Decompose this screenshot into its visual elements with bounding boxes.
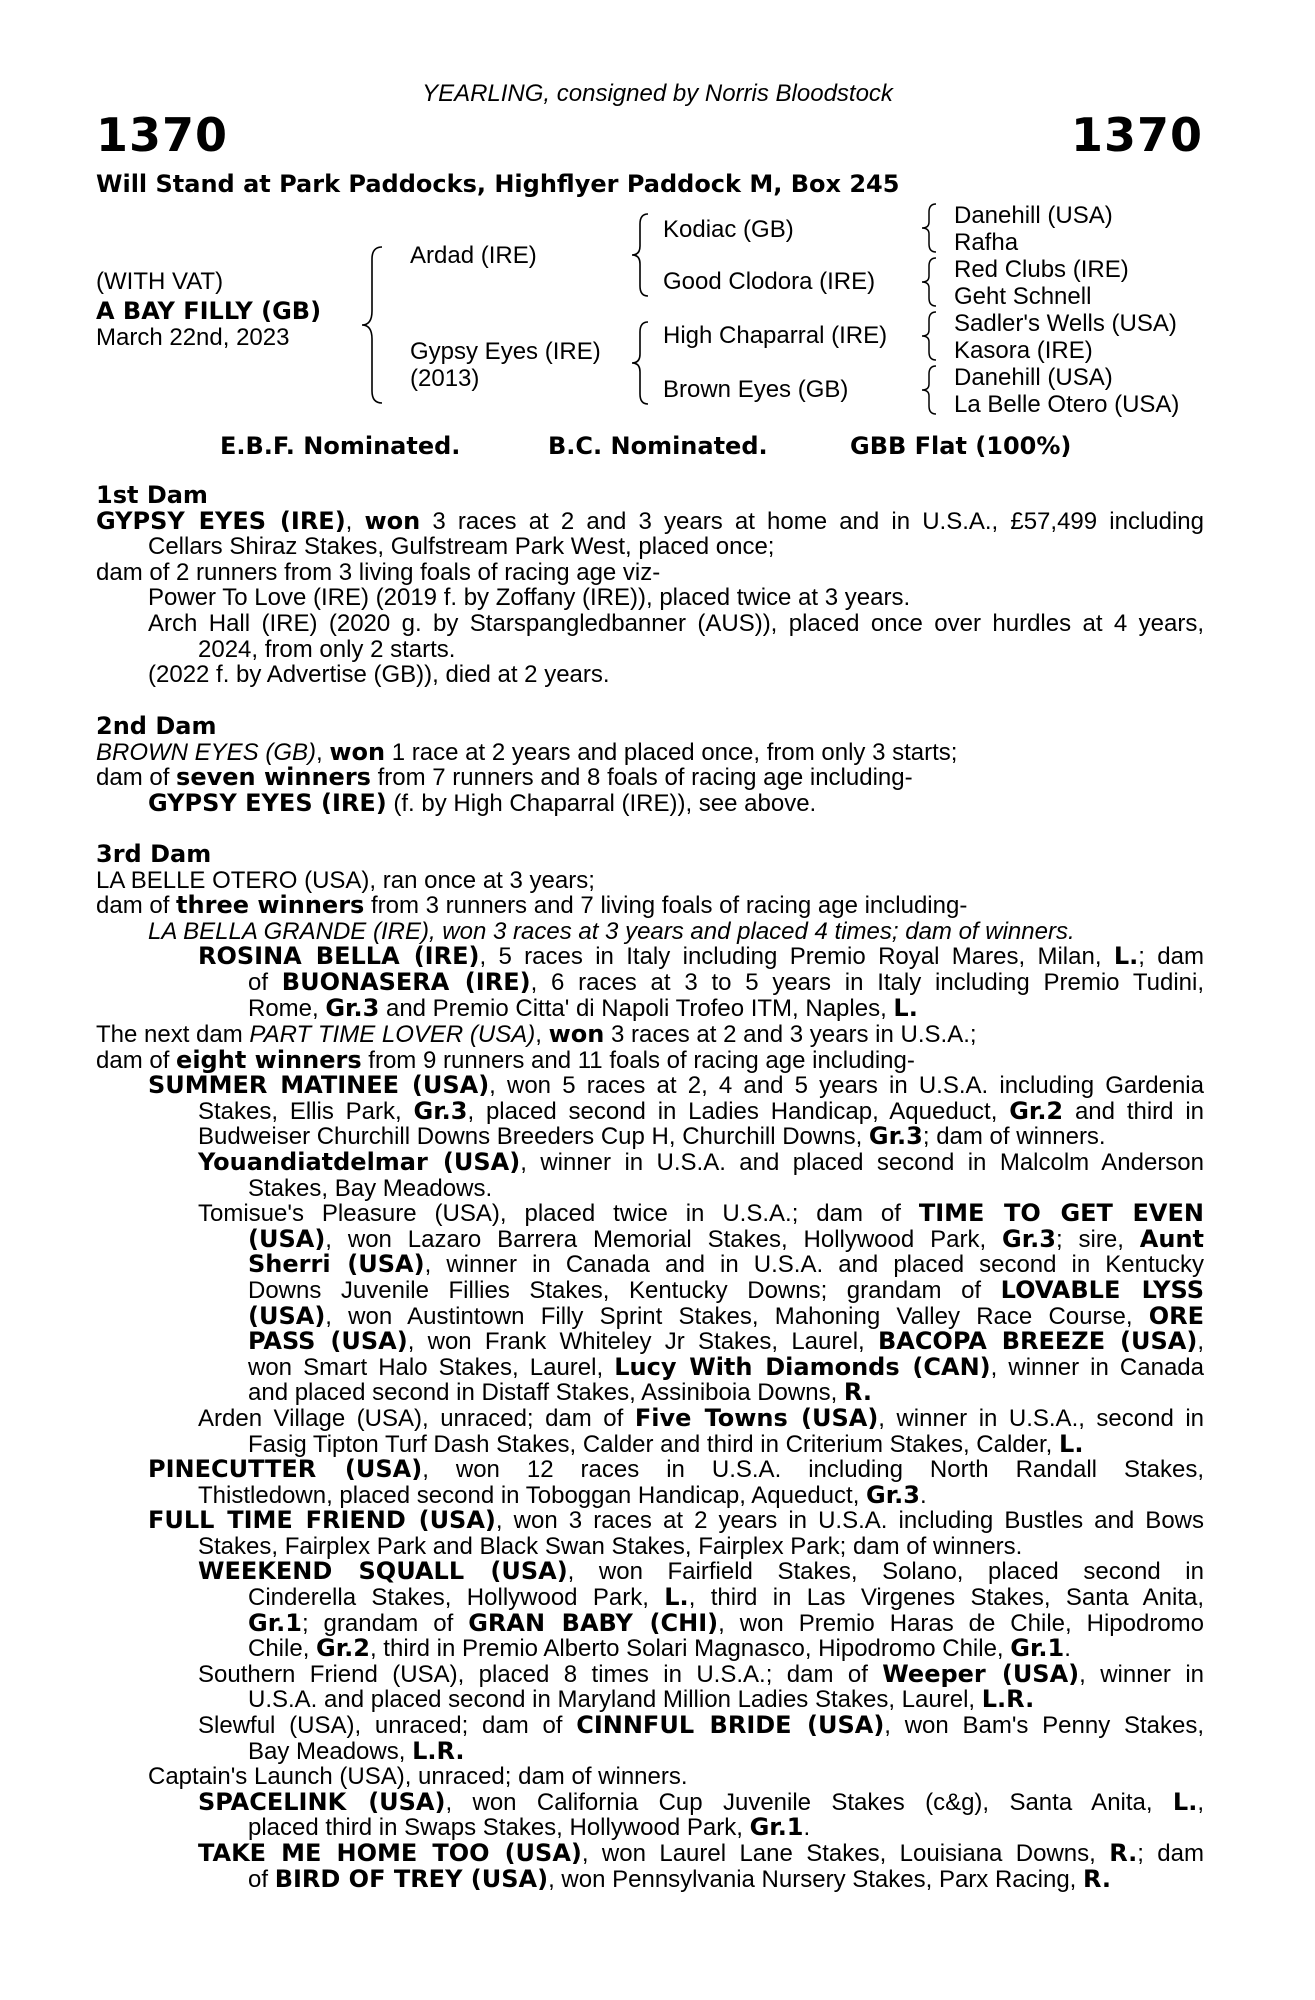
next-dam-line: (USA), won Austintown Filly Sprint Stakes, Mahoning Valley Race Course, ORE	[248, 1303, 1204, 1330]
ancestor-2: Rafha	[954, 229, 1019, 256]
third-dam-line: Rome, Gr.3 and Premio Citta' di Napoli Trofeo ITM, Naples, L.	[248, 995, 918, 1022]
next-dam-line: Stakes, Ellis Park, Gr.3, placed second in Ladies Handicap, Aqueduct, Gr.2 and third in	[198, 1098, 1204, 1125]
sire-dam: Good Clodora (IRE)	[663, 268, 876, 295]
bc-nomination: B.C. Nominated.	[548, 432, 768, 460]
next-dam-line: Chile, Gr.2, third in Premio Alberto Solari Magnasco, Hipodromo Chile, Gr.1.	[248, 1636, 1071, 1662]
pedigree-brace-1	[360, 245, 390, 405]
next-dam-line: Southern Friend (USA), placed 8 times in U.S.A.; dam of Weeper (USA), winner in	[198, 1661, 1204, 1688]
produce-record: Power To Love (IRE) (2019 f. by Zoffany (IRE)), placed twice at 3 years.	[148, 585, 911, 611]
next-dam-line: WEEKEND SQUALL (USA), won Fairfield Stakes, Solano, placed second in	[198, 1559, 1204, 1586]
pedigree-brace-2a	[630, 212, 652, 298]
next-dam-line: Stakes, Bay Meadows.	[248, 1175, 493, 1202]
first-dam-section	[96, 483, 1204, 688]
next-dam-line: and placed second in Distaff Stakes, Assiniboia Downs, R.	[248, 1380, 872, 1406]
next-dam-line: Gr.1; grandam of GRAN BABY (CHI), won Premio Haras de Chile, Hipodromo	[248, 1610, 1204, 1637]
next-dam-line: SUMMER MATINEE (USA), won 5 races at 2, 4 and 5 years in U.S.A. including Gardenia	[148, 1073, 1204, 1099]
next-dam-line: TAKE ME HOME TOO (USA), won Laurel Lane Stakes, Louisiana Downs, R.; dam	[198, 1841, 1204, 1867]
second-dam-line: dam of seven winners from 7 runners and 8 foals of racing age including-	[96, 765, 913, 791]
next-dam-line: Sherri (USA), winner in Canada and in U.S.A. and placed second in Kentucky	[248, 1252, 1204, 1278]
dam-year: (2013)	[410, 365, 480, 392]
lot-number-right: 1370	[1070, 108, 1203, 162]
next-dam-section	[96, 1022, 1204, 1892]
pedigree-brace-3c	[920, 310, 940, 362]
ebf-nomination: E.B.F. Nominated.	[220, 432, 461, 460]
third-dam-line: LA BELLA GRANDE (IRE), won 3 races at 3 years and placed 4 times; dam of winners.	[148, 918, 1075, 945]
first-dam-line: GYPSY EYES (IRE), won 3 races at 2 and 3 years at home and in U.S.A., £57,499 including	[96, 508, 1204, 535]
produce-record: (2022 f. by Advertise (GB)), died at 2 years.	[148, 662, 610, 688]
second-dam-heading: 2nd Dam	[96, 714, 217, 740]
next-dam-line: Stakes, Fairplex Park and Black Swan Stakes, Fairplex Park; dam of winners.	[198, 1533, 1023, 1560]
pedigree-brace-3b	[920, 256, 940, 308]
next-dam-line: Slewful (USA), unraced; dam of CINNFUL BRIDE (USA), won Bam's Penny Stakes,	[198, 1713, 1204, 1739]
vat-note: (WITH VAT)	[96, 268, 224, 295]
horse-name: A BAY FILLY (GB)	[96, 297, 322, 325]
next-dam-line: PINECUTTER (USA), won 12 races in U.S.A. including North Randall Stakes,	[148, 1457, 1204, 1483]
pedigree-brace-3d	[920, 364, 940, 416]
next-dam-line: won Smart Halo Stakes, Laurel, Lucy With Diamonds (CAN), winner in Canada	[248, 1354, 1204, 1381]
consignment-line: YEARLING, consigned by Norris Bloodstock	[422, 80, 893, 107]
next-dam-line: Tomisue's Pleasure (USA), placed twice in U.S.A.; dam of TIME TO GET EVEN	[198, 1201, 1204, 1227]
dam: Gypsy Eyes (IRE)	[410, 338, 601, 365]
ancestor-7: Danehill (USA)	[954, 364, 1113, 391]
stand-location: Will Stand at Park Paddocks, Highflyer Paddock M, Box 245	[96, 170, 900, 198]
next-dam-line: Captain's Launch (USA), unraced; dam of winners.	[148, 1764, 688, 1790]
next-dam-line: SPACELINK (USA), won California Cup Juvenile Stakes (c&g), Santa Anita, L.,	[198, 1789, 1204, 1816]
ancestor-4: Geht Schnell	[954, 283, 1092, 310]
next-dam-line: Arden Village (USA), unraced; dam of Five Towns (USA), winner in U.S.A., second in	[198, 1405, 1204, 1432]
sire-sire: Kodiac (GB)	[663, 216, 794, 243]
next-dam-line: Cinderella Stakes, Hollywood Park, L., third in Las Virgenes Stakes, Santa Anita,	[248, 1585, 1204, 1611]
third-dam-line: of BUONASERA (IRE), 6 races at 3 to 5 years in Italy including Premio Tudini,	[248, 969, 1204, 996]
first-dam-line: Cellars Shiraz Stakes, Gulfstream Park West, placed once;	[148, 534, 775, 560]
next-dam-line: Youandiatdelmar (USA), winner in U.S.A. and placed second in Malcolm Anderson	[198, 1149, 1204, 1176]
next-dam-line: U.S.A. and placed second in Maryland Million Ladies Stakes, Laurel, L.R.	[248, 1687, 1035, 1714]
ancestor-3: Red Clubs (IRE)	[954, 256, 1129, 283]
next-dam-line: PASS (USA), won Frank Whiteley Jr Stakes, Laurel, BACOPA BREEZE (USA),	[248, 1329, 1204, 1355]
sire: Ardad (IRE)	[410, 242, 537, 269]
second-dam-line: GYPSY EYES (IRE) (f. by High Chaparral (IRE)), see above.	[148, 790, 817, 817]
third-dam-section	[96, 842, 1204, 1021]
pedigree-brace-3a	[920, 202, 940, 254]
produce-record: Arch Hall (IRE) (2020 g. by Starspangledbanner (AUS)), placed once over hurdles at 4 years,	[148, 610, 1204, 637]
third-dam-line: ROSINA BELLA (IRE), 5 races in Italy including Premio Royal Mares, Milan, L.; dam	[198, 944, 1204, 970]
next-dam-line: of BIRD OF TREY (USA), won Pennsylvania Nursery Stakes, Parx Racing, R.	[248, 1866, 1112, 1893]
third-dam-heading: 3rd Dam	[96, 842, 212, 868]
next-dam-line: The next dam PART TIME LOVER (USA), won 3 races at 2 and 3 years in U.S.A.;	[96, 1022, 977, 1048]
ancestor-8: La Belle Otero (USA)	[954, 391, 1180, 418]
next-dam-line: Downs Juvenile Fillies Stakes, Kentucky Downs; grandam of LOVABLE LYSS	[248, 1277, 1204, 1304]
next-dam-line: placed third in Swaps Stakes, Hollywood Park, Gr.1.	[248, 1815, 811, 1841]
produce-record: 2024, from only 2 starts.	[198, 636, 456, 663]
first-dam-heading: 1st Dam	[96, 483, 208, 509]
ancestor-1: Danehill (USA)	[954, 202, 1113, 229]
third-dam-line: dam of three winners from 3 runners and 7 living foals of racing age including-	[96, 893, 968, 919]
second-dam-section	[96, 714, 1204, 816]
pedigree-brace-2b	[630, 320, 652, 406]
ancestor-6: Kasora (IRE)	[954, 337, 1093, 364]
next-dam-line: Thistledown, placed second in Toboggan Handicap, Aqueduct, Gr.3.	[198, 1482, 927, 1509]
lot-number-left: 1370	[96, 108, 229, 162]
gbb-flat: GBB Flat (100%)	[850, 432, 1072, 460]
next-dam-line: FULL TIME FRIEND (USA), won 3 races at 2 years in U.S.A. including Bustles and Bows	[148, 1508, 1204, 1534]
second-dam-line: BROWN EYES (GB), won 1 race at 2 years and placed once, from only 3 starts;	[96, 739, 958, 766]
next-dam-line: Budweiser Churchill Downs Breeders Cup H, Churchill Downs, Gr.3; dam of winners.	[198, 1124, 1106, 1150]
next-dam-line: Bay Meadows, L.R.	[248, 1738, 465, 1765]
next-dam-line: Fasig Tipton Turf Dash Stakes, Calder and third in Criterium Stakes, Calder, L.	[248, 1431, 1084, 1458]
third-dam-line: LA BELLE OTERO (USA), ran once at 3 years;	[96, 867, 595, 894]
ancestor-5: Sadler's Wells (USA)	[954, 310, 1177, 337]
next-dam-line: (USA), won Lazaro Barrera Memorial Stakes, Hollywood Park, Gr.3; sire, Aunt	[248, 1226, 1204, 1253]
dam-dam: Brown Eyes (GB)	[663, 376, 849, 403]
next-dam-line: dam of eight winners from 9 runners and 11 foals of racing age including-	[96, 1047, 915, 1074]
first-dam-line: dam of 2 runners from 3 living foals of racing age viz-	[96, 559, 661, 586]
foaling-date: March 22nd, 2023	[96, 324, 290, 351]
dam-sire: High Chaparral (IRE)	[663, 322, 888, 349]
